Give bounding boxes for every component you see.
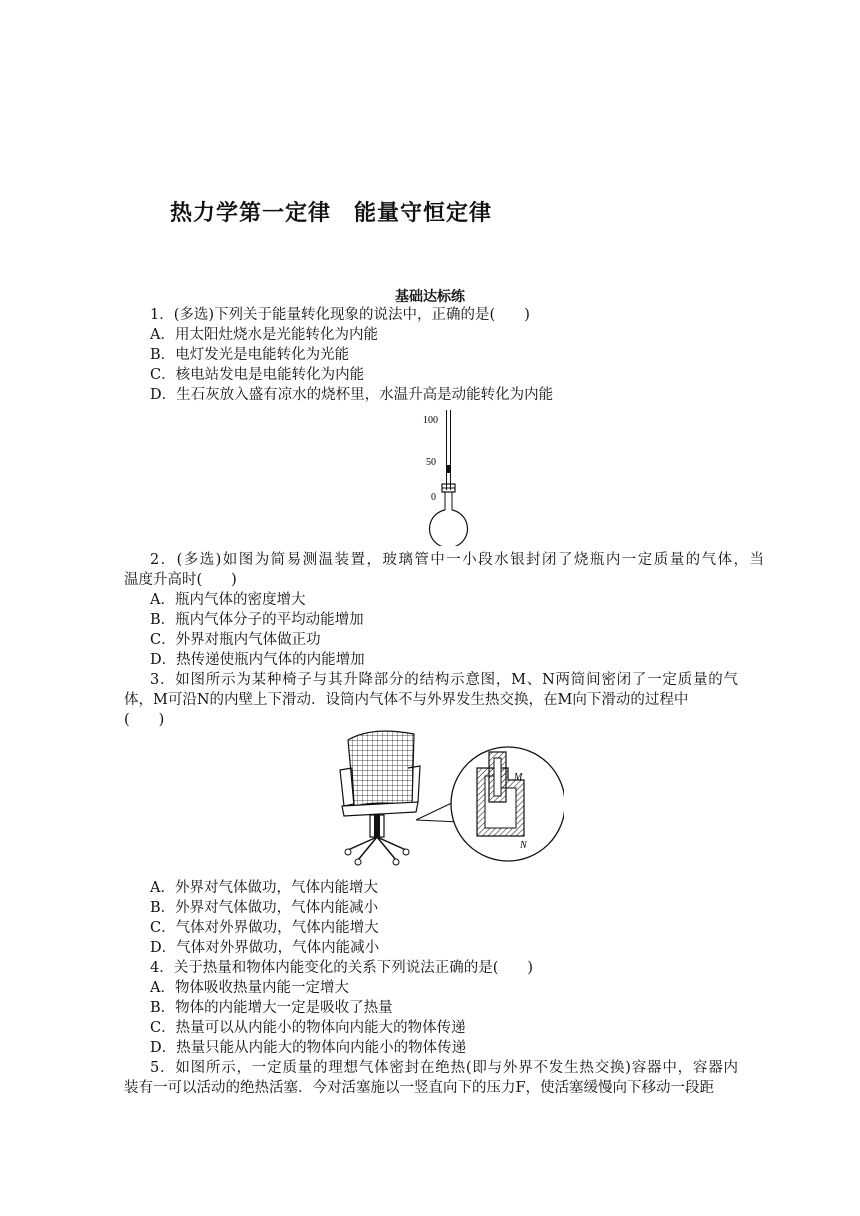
question-4-option-d: D．热量只能从内能大的物体向内能小的物体传递 bbox=[150, 1040, 467, 1056]
question-3-stem-line-2: 体，M可沿N的内壁上下滑动．设筒内气体不与外界发生热交换，在M向下滑动的过程中 bbox=[124, 692, 689, 708]
question-3-option-a: A．外界对气体做功，气体内能增大 bbox=[150, 880, 378, 896]
question-2-stem-line-1: 2．(多选)如图为简易测温装置，玻璃管中一小段水银封闭了烧瓶内一定质量的气体，当 bbox=[150, 552, 764, 568]
question-5-stem-line-2: 装有一可以活动的绝热活塞．今对活塞施以一竖直向下的压力F，使活塞缓慢向下移动一段距 bbox=[124, 1080, 715, 1096]
question-4-option-b: B．物体的内能增大一定是吸收了热量 bbox=[150, 1000, 393, 1016]
question-3-option-b: B．外界对气体做功，气体内能减小 bbox=[150, 900, 379, 916]
question-3-stem-line-3: ( ) bbox=[124, 712, 165, 728]
page-title: 热力学第一定律 能量守恒定律 bbox=[170, 201, 493, 226]
question-3-option-c: C．气体对外界做功，气体内能增大 bbox=[150, 920, 379, 936]
cylinder-label-m: M bbox=[514, 772, 523, 783]
question-4-option-c: C．热量可以从内能小的物体向内能大的物体传递 bbox=[150, 1020, 466, 1036]
question-4-option-a: A．物体吸收热量内能一定增大 bbox=[150, 980, 349, 996]
question-3-option-d: D．气体对外界做功，气体内能减小 bbox=[150, 940, 380, 956]
cylinder-label-n: N bbox=[520, 840, 527, 851]
section-heading: 基础达标练 bbox=[395, 289, 465, 305]
question-1-option-c: C．核电站发电是电能转化为内能 bbox=[150, 367, 365, 383]
question-4-stem: 4．关于热量和物体内能变化的关系下列说法正确的是( ) bbox=[150, 960, 534, 976]
question-2-option-a: A．瓶内气体的密度增大 bbox=[150, 592, 306, 608]
scale-label-50: 50 bbox=[426, 457, 436, 468]
question-2-option-c: C．外界对瓶内气体做正功 bbox=[150, 632, 321, 648]
question-1-option-a: A．用太阳灶烧水是光能转化为内能 bbox=[150, 327, 378, 343]
question-2-stem-line-2: 温度升高时( ) bbox=[124, 572, 237, 588]
question-2-option-b: B．瓶内气体分子的平均动能增加 bbox=[150, 612, 364, 628]
question-1-option-d: D．生石灰放入盛有凉水的烧杯里，水温升高是动能转化为内能 bbox=[150, 387, 554, 403]
chair-cylinder-figure bbox=[332, 720, 564, 870]
question-5-stem-line-1 bbox=[150, 1058, 738, 1078]
question-2-option-d: D．热传递使瓶内气体的内能增加 bbox=[150, 652, 365, 668]
question-5-stem-line-1-text: 5．如图所示，一定质量的理想气体密封在绝热(即与外界不发生热交换)容器中，容器内 bbox=[150, 1060, 738, 1076]
question-1-stem: 1．(多选)下列关于能量转化现象的说法中，正确的是( ) bbox=[150, 307, 530, 323]
scale-label-100: 100 bbox=[423, 415, 438, 426]
thermometer-flask-figure bbox=[410, 408, 490, 546]
scale-label-0: 0 bbox=[431, 492, 436, 503]
question-1-option-b: B．电灯发光是电能转化为光能 bbox=[150, 347, 350, 363]
question-3-stem-line-1-text: 3．如图所示为某种椅子与其升降部分的结构示意图，M、N两筒间密闭了一定质量的气 bbox=[150, 672, 738, 688]
question-3-stem-line-1 bbox=[150, 670, 738, 690]
